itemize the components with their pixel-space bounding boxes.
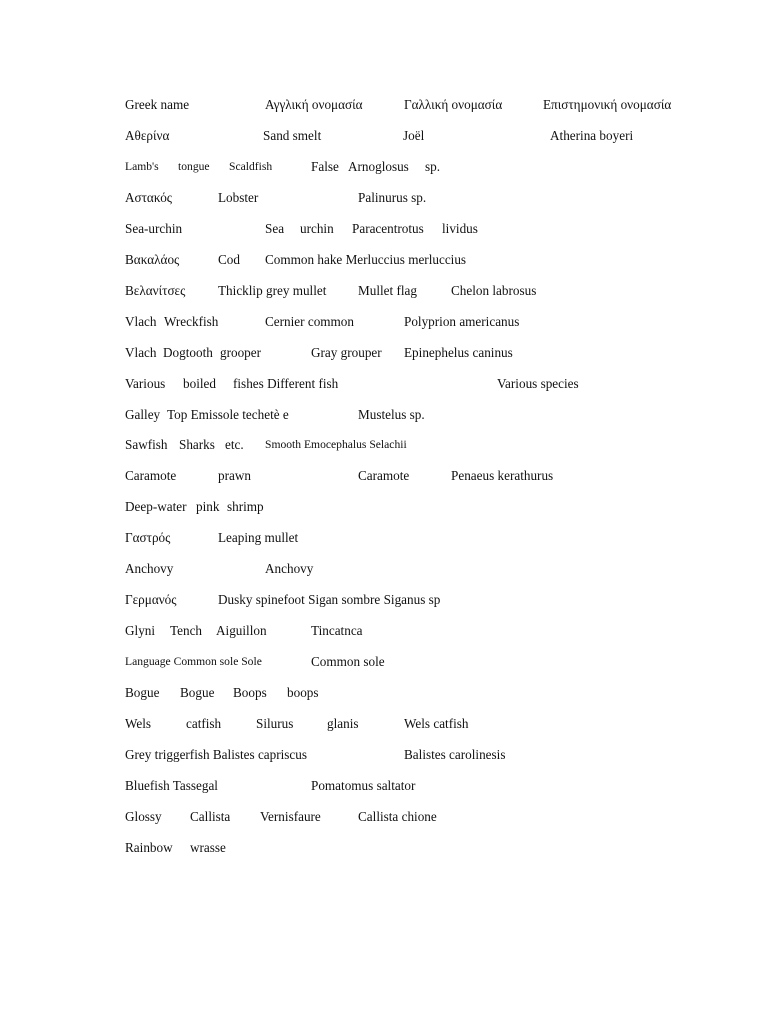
text-segment: Vlach: [125, 344, 157, 360]
document-line: [0, 776, 768, 796]
text-segment: Wels catfish: [404, 716, 469, 731]
text-segment: Rainbow: [125, 839, 173, 855]
text-segment: Βελανίτσες: [125, 282, 186, 298]
text-segment: shrimp: [227, 499, 264, 515]
document-line: [0, 559, 768, 579]
text-segment: Penaeus kerathurus: [451, 468, 554, 484]
text-segment: Scaldfish: [229, 159, 273, 173]
text-segment: boops: [287, 685, 319, 701]
text-segment: Γαστρός: [125, 530, 171, 546]
text-segment: Sea-urchin: [125, 220, 183, 236]
text-segment: Mustelus sp.: [358, 406, 425, 422]
text-segment: glanis: [327, 716, 359, 731]
text-segment: prawn: [218, 468, 251, 484]
text-segment: Galley: [125, 406, 161, 422]
text-segment: Callista: [190, 808, 231, 824]
text-segment: Chelon labrosus: [451, 282, 537, 298]
text-segment: Vlach: [125, 313, 157, 329]
text-segment: fishes Different fish: [233, 375, 339, 391]
document-line: [0, 621, 768, 641]
text-segment: Epinephelus caninus: [404, 344, 513, 360]
text-segment: Sawfish: [125, 437, 168, 453]
text-segment: Common hake Merluccius merluccius: [265, 251, 467, 267]
text-segment: Paracentrotus: [352, 220, 424, 236]
text-segment: False: [311, 158, 339, 174]
text-segment: Sand smelt: [263, 127, 322, 143]
document-line: [0, 281, 768, 301]
text-segment: Thicklip grey mullet: [218, 282, 327, 298]
text-segment: Dogtooth: [163, 344, 213, 360]
text-segment: Γερμανός: [125, 592, 177, 608]
text-segment: Anchovy: [125, 561, 174, 577]
document-line: [0, 528, 768, 548]
text-segment: grooper: [220, 344, 262, 360]
document-line: [0, 374, 768, 394]
text-segment: Αστακός: [125, 189, 173, 205]
document-line: [0, 497, 768, 517]
document-line: [0, 343, 768, 363]
document-line: [0, 250, 768, 270]
text-segment: Arnoglosus: [348, 158, 409, 174]
text-segment: Γαλλική ονομασία: [404, 97, 503, 112]
text-segment: Joël: [403, 127, 425, 143]
text-segment: Vernisfaure: [260, 808, 321, 824]
document-line: [0, 219, 768, 239]
document-line: [0, 188, 768, 208]
text-segment: Cod: [218, 251, 240, 267]
document-line: [0, 126, 768, 146]
text-segment: sp.: [425, 158, 441, 174]
text-segment: Deep-water: [125, 499, 187, 515]
text-segment: Greek name: [125, 97, 190, 112]
text-segment: Grey triggerfish Balistes capriscus: [125, 746, 308, 762]
text-segment: Wreckfish: [164, 313, 219, 329]
text-segment: Smooth Emocephalus Selachii: [265, 438, 407, 452]
text-segment: Wels: [125, 716, 152, 731]
text-segment: Common sole: [311, 654, 385, 670]
text-segment: urchin: [300, 220, 334, 236]
text-segment: Βακαλάος: [125, 251, 180, 267]
document-line: [0, 405, 768, 425]
text-segment: tongue: [178, 159, 210, 173]
text-segment: Tincatnca: [311, 623, 363, 639]
text-segment: Sharks: [179, 437, 215, 453]
text-segment: Palinurus sp.: [358, 189, 427, 205]
document-line: [0, 745, 768, 765]
text-segment: Tench: [170, 623, 203, 639]
text-segment: Glossy: [125, 808, 162, 824]
document-line: [0, 838, 768, 858]
text-segment: pink: [196, 499, 220, 515]
document-line: [0, 683, 768, 703]
text-segment: Lamb's: [125, 159, 159, 173]
text-segment: Αγγλική ονομασία: [265, 97, 363, 112]
document-line: [0, 157, 768, 177]
text-segment: Bogue: [125, 685, 160, 701]
document-line: [0, 652, 768, 672]
text-segment: Callista chione: [358, 808, 437, 824]
text-segment: lividus: [442, 220, 478, 236]
text-segment: Polyprion americanus: [404, 313, 520, 329]
text-segment: Dusky spinefoot Sigan sombre Siganus sp: [218, 592, 441, 608]
text-segment: Caramote: [125, 468, 177, 484]
text-segment: Glyni: [125, 623, 156, 639]
text-segment: Bluefish Tassegal: [125, 777, 218, 793]
text-segment: Balistes carolinesis: [404, 746, 506, 762]
text-segment: Αθερίνα: [125, 127, 170, 143]
document-line: [0, 312, 768, 332]
text-segment: Επιστημονική ονομασία: [543, 97, 672, 112]
text-segment: Atherina boyeri: [550, 127, 634, 143]
document-line: [0, 95, 768, 115]
text-segment: Pomatomus saltator: [311, 777, 416, 793]
text-segment: Various species: [497, 375, 579, 391]
text-segment: Various: [125, 375, 166, 391]
text-segment: Gray grouper: [311, 344, 382, 360]
text-segment: Top Emissole techetè e: [167, 406, 289, 422]
text-segment: Silurus: [256, 716, 294, 731]
text-segment: Mullet flag: [358, 282, 417, 298]
text-segment: boiled: [183, 375, 216, 391]
text-segment: Language Common sole Sole: [125, 655, 262, 669]
text-segment: Leaping mullet: [218, 530, 299, 546]
text-segment: catfish: [186, 716, 222, 731]
text-segment: Anchovy: [265, 561, 314, 577]
document-line: [0, 590, 768, 610]
document-line: [0, 807, 768, 827]
text-segment: wrasse: [190, 839, 226, 855]
document-line: [0, 466, 768, 486]
text-segment: Sea: [265, 220, 285, 236]
text-segment: etc.: [225, 437, 244, 453]
text-segment: Cernier common: [265, 313, 354, 329]
text-segment: Aiguillon: [216, 623, 267, 639]
document-line: [0, 435, 768, 455]
text-segment: Bogue: [180, 685, 215, 701]
text-segment: Lobster: [218, 189, 259, 205]
text-segment: Caramote: [358, 468, 410, 484]
document-line: [0, 714, 768, 734]
text-segment: Boops: [233, 685, 267, 701]
